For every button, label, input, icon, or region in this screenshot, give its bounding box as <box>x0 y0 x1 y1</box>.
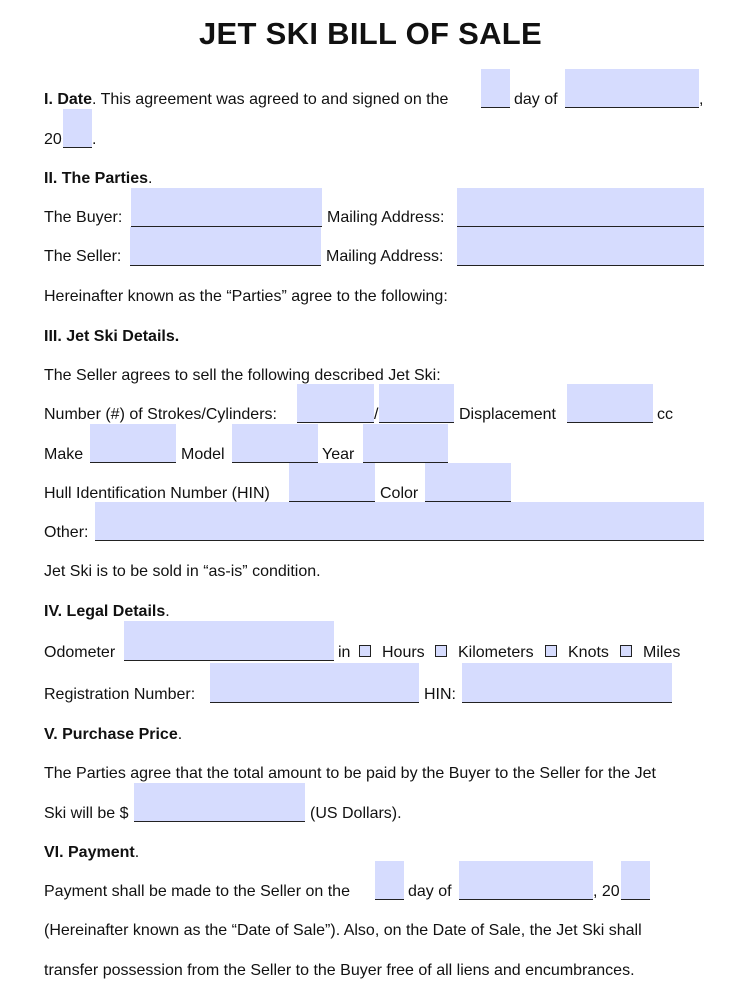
section-price-heading: V. Purchase Price <box>44 726 178 743</box>
legal-hin-label: HIN: <box>424 686 456 703</box>
signing-month-field[interactable] <box>565 69 699 108</box>
year-field[interactable] <box>363 424 448 463</box>
price-heading-line <box>44 726 182 744</box>
buyer-mailing-label: Mailing Address: <box>327 209 445 226</box>
hin-label: Hull Identification Number (HIN) <box>44 485 270 502</box>
buyer-address-field[interactable] <box>457 188 704 227</box>
color-label: Color <box>380 485 419 502</box>
parties-heading-line <box>44 170 153 188</box>
legal-heading-line <box>44 603 170 621</box>
day-of-label: day of <box>514 91 558 108</box>
date-comma: , <box>699 91 704 108</box>
payment-text-line3: transfer possession from the Seller to the Buyer free of all liens and encumbrances. <box>44 962 635 979</box>
payment-text-line2: (Hereinafter known as the “Date of Sale”). Also, on the Date of Sale, the Jet Ski shall <box>44 922 642 939</box>
signing-year-field[interactable] <box>63 109 92 148</box>
seller-name-field[interactable] <box>130 227 321 266</box>
purchase-price-field[interactable] <box>134 783 305 822</box>
color-field[interactable] <box>425 463 511 502</box>
legal-period: . <box>165 603 170 620</box>
section-legal-heading: IV. Legal Details <box>44 603 166 620</box>
knots-label: Knots <box>568 644 609 661</box>
payment-year-field[interactable] <box>621 861 650 900</box>
cylinders-field[interactable] <box>379 384 454 423</box>
section-details-heading <box>44 328 179 346</box>
parties-period: . <box>148 170 153 187</box>
payment-day-of-label: day of <box>408 883 452 900</box>
other-field[interactable] <box>95 502 704 541</box>
section-parties-heading: II. The Parties <box>44 170 149 187</box>
cc-label: cc <box>657 406 673 423</box>
seller-label: The Seller: <box>44 248 122 265</box>
date-intro-text: . This agreement was agreed to and signed on the <box>92 91 449 108</box>
strokes-label: Number (#) of Strokes/Cylinders: <box>44 406 277 423</box>
price-text-line1: The Parties agree that the total amount to be paid by the Buyer to the Seller for the Jet <box>44 765 656 782</box>
odometer-in-label: in <box>338 644 351 661</box>
displacement-label: Displacement <box>459 406 556 423</box>
date-line <box>44 91 448 109</box>
strokes-field[interactable] <box>297 384 374 423</box>
payment-heading-line <box>44 844 139 862</box>
payment-month-field[interactable] <box>459 861 593 900</box>
seller-address-field[interactable] <box>457 227 704 266</box>
payment-intro-text: Payment shall be made to the Seller on the <box>44 883 350 900</box>
registration-label: Registration Number: <box>44 686 196 703</box>
year-prefix-label: 20 <box>44 131 62 148</box>
buyer-label: The Buyer: <box>44 209 123 226</box>
model-label: Model <box>181 446 225 463</box>
payment-period: . <box>134 844 140 861</box>
other-label: Other: <box>44 524 89 541</box>
make-field[interactable] <box>90 424 176 463</box>
year-period: . <box>92 131 97 148</box>
hin-field[interactable] <box>289 463 375 502</box>
parties-hereinafter-text: Hereinafter known as the “Parties” agree to the following: <box>44 288 448 305</box>
section-date-heading: I. Date <box>44 91 93 108</box>
model-field[interactable] <box>232 424 318 463</box>
hours-checkbox[interactable] <box>359 645 371 657</box>
knots-checkbox[interactable] <box>545 645 557 657</box>
document-title: JET SKI BILL OF SALE <box>198 16 543 51</box>
kilometers-checkbox[interactable] <box>435 645 447 657</box>
section-payment-heading: VI. Payment <box>44 844 135 861</box>
price-period: . <box>177 726 183 743</box>
buyer-name-field[interactable] <box>131 188 322 227</box>
details-heading-text: III. Jet Ski Details. <box>44 328 180 345</box>
miles-checkbox[interactable] <box>620 645 632 657</box>
miles-label: Miles <box>643 644 681 661</box>
us-dollars-label: (US Dollars). <box>310 805 402 822</box>
as-is-text: Jet Ski is to be sold in “as-is” condition. <box>44 563 321 580</box>
price-text-line2: Ski will be $ <box>44 805 129 822</box>
signing-day-field[interactable] <box>481 69 510 108</box>
payment-day-field[interactable] <box>375 861 404 900</box>
odometer-label: Odometer <box>44 644 116 661</box>
strokes-slash: / <box>374 406 379 423</box>
details-intro-text: The Seller agrees to sell the following described Jet Ski: <box>44 367 441 384</box>
kilometers-label: Kilometers <box>458 644 534 661</box>
odometer-field[interactable] <box>124 621 334 661</box>
seller-mailing-label: Mailing Address: <box>326 248 444 265</box>
year-label: Year <box>322 446 355 463</box>
displacement-field[interactable] <box>567 384 653 423</box>
hours-label: Hours <box>382 644 425 661</box>
registration-field[interactable] <box>210 663 419 703</box>
payment-year-prefix: , 20 <box>593 883 620 900</box>
make-label: Make <box>44 446 84 463</box>
legal-hin-field[interactable] <box>462 663 672 703</box>
